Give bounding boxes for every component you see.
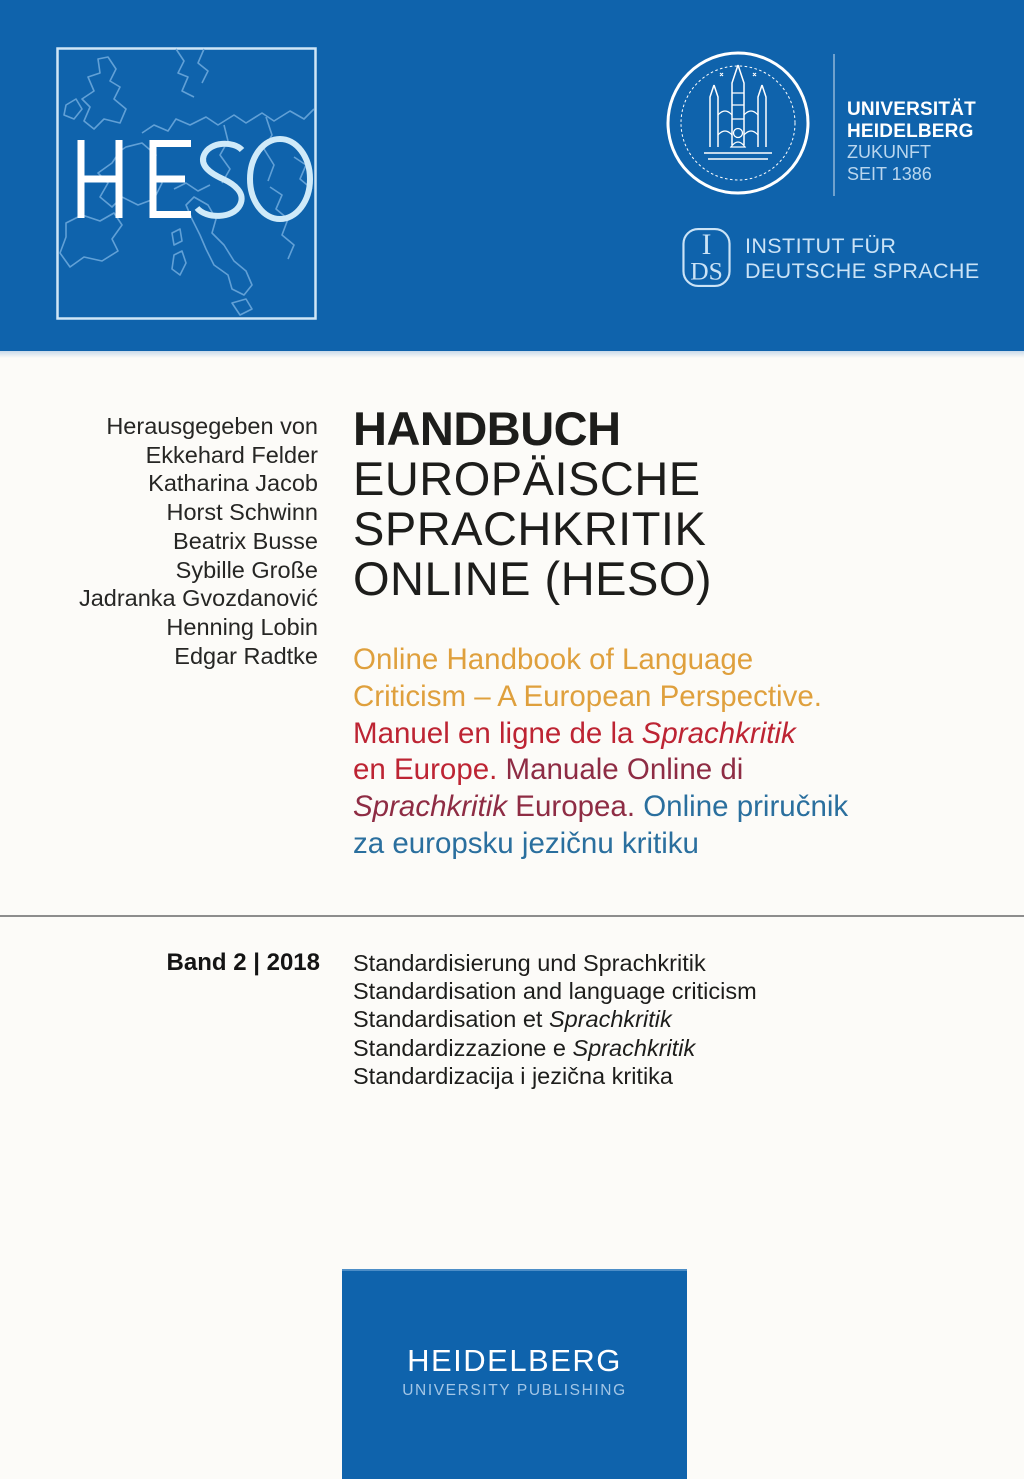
- text-segment: en Europe.: [353, 753, 506, 787]
- heso-logo: [56, 47, 317, 320]
- ids-name-line: INSTITUT FÜR: [745, 234, 897, 258]
- publisher-subtitle: UNIVERSITY PUBLISHING: [402, 1382, 627, 1399]
- title-line: ONLINE (HESO): [353, 552, 713, 605]
- editor-names: [40, 441, 318, 671]
- editor-name: Beatrix Busse: [173, 527, 318, 554]
- editor-name: Sybille Große: [175, 556, 318, 583]
- text-line: [353, 949, 757, 977]
- text-segment: Standardisation et: [353, 1006, 549, 1033]
- ids-name-line: DEUTSCHE SPRACHE: [745, 259, 980, 283]
- text-segment: Criticism – A European Perspective.: [353, 679, 822, 713]
- header-vertical-divider: [833, 54, 835, 196]
- text-line: [353, 716, 848, 753]
- ids-monogram-icon: [682, 227, 731, 288]
- university-name-line: HEIDELBERG: [847, 120, 974, 142]
- text-segment: Europea.: [507, 790, 644, 824]
- text-line: [353, 1034, 757, 1062]
- editors-list: [40, 412, 318, 670]
- text-line: [353, 679, 848, 716]
- ids-name-block: [745, 234, 980, 284]
- text-line: [353, 752, 848, 789]
- editors-heading: Herausgegeben von: [106, 413, 318, 439]
- editor-name: Edgar Radtke: [174, 642, 318, 669]
- text-segment: za europsku jezičnu kritiku: [353, 826, 699, 860]
- title-line: EUROPÄISCHE: [353, 452, 701, 505]
- volume-label: Band 2 | 2018: [166, 949, 320, 976]
- university-name-block: [847, 99, 976, 185]
- editor-name: Horst Schwinn: [166, 499, 318, 526]
- text-segment: Manuel en ligne de la: [353, 716, 642, 750]
- text-segment: Standardisation and language criticism: [353, 978, 757, 1005]
- text-segment: Sprachkritik: [572, 1034, 696, 1061]
- subtitle: [353, 642, 848, 863]
- volume-title-list: [353, 949, 757, 1090]
- text-line: [353, 1062, 757, 1090]
- text-line: [353, 826, 848, 863]
- divider-rule: [0, 915, 1024, 917]
- text-segment: Standardizacija i jezična kritika: [353, 1062, 674, 1089]
- university-name-line: UNIVERSITÄT: [847, 99, 976, 120]
- editor-name: Katharina Jacob: [148, 470, 318, 497]
- text-line: [353, 642, 848, 679]
- text-segment: Sprachkritik: [353, 790, 508, 824]
- publisher-name: HEIDELBERG: [407, 1343, 622, 1378]
- text-segment: Online Handbook of Language: [353, 643, 754, 676]
- header-band: [0, 0, 1024, 351]
- ids-monogram-bottom: DS: [690, 256, 723, 286]
- page-title: [353, 404, 712, 604]
- ids-logo: [682, 227, 980, 288]
- text-line: [353, 977, 757, 1005]
- editor-name: Ekkehard Felder: [145, 441, 318, 468]
- title-line: HANDBUCH: [353, 402, 621, 455]
- editor-name: Henning Lobin: [166, 613, 318, 640]
- publisher-logo: [342, 1269, 687, 1479]
- text-segment: Sprachkritik: [641, 716, 796, 750]
- text-segment: Online priručnik: [643, 790, 849, 824]
- text-segment: Manuale Online di: [505, 753, 744, 787]
- text-line: [353, 789, 848, 826]
- text-segment: Standardisierung und Sprachkritik: [353, 950, 706, 976]
- university-claim-line: ZUKUNFT: [847, 142, 931, 162]
- text-segment: Sprachkritik: [548, 1006, 672, 1033]
- text-line: [353, 1005, 757, 1033]
- ids-monogram-top: I: [701, 229, 712, 262]
- editor-name: Jadranka Gvozdanović: [78, 585, 318, 612]
- title-block: [353, 404, 712, 604]
- text-segment: Standardizzazione e: [353, 1034, 573, 1061]
- band-shadow: [0, 351, 1024, 358]
- title-line: SPRACHKRITIK: [353, 502, 707, 555]
- europe-map-icon: [56, 47, 317, 320]
- university-claim-line: SEIT 1386: [847, 163, 932, 184]
- university-seal-icon: [664, 49, 812, 197]
